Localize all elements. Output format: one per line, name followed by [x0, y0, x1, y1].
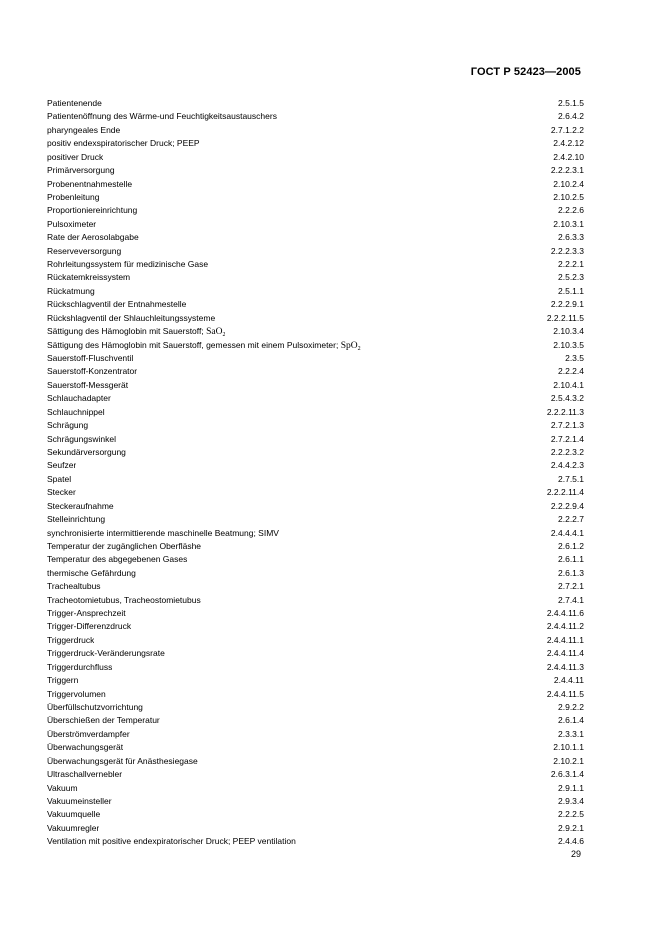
index-entry: [47, 285, 584, 298]
index-term-text: Sauerstoff-Fluschventil: [47, 353, 134, 364]
index-reference: 2.2.2.1: [558, 259, 584, 270]
index-entry: [47, 782, 584, 795]
index-entry: [47, 419, 584, 432]
index-reference: 2.7.4.1: [558, 594, 584, 605]
index-term-text: Überwachungsgerät für Anästhesiegase: [47, 755, 198, 766]
index-term-text: Probenentnahmestelle: [47, 178, 133, 189]
index-entry: [47, 728, 584, 741]
index-entry: [47, 634, 584, 647]
index-reference: 2.2.2.11.3: [546, 406, 584, 417]
index-term: [47, 755, 198, 768]
index-term-text: Überströmverdampfer: [47, 728, 130, 739]
index-term: [47, 714, 160, 727]
index-term-text: synchronisierte intermittierende maschinelle Beatmung; SIMV: [47, 527, 279, 538]
chemical-formula: [341, 341, 361, 351]
index-entry: [47, 137, 584, 150]
index-reference: 2.10.3.4: [553, 326, 584, 337]
index-term: [47, 822, 99, 835]
index-entry: [47, 124, 584, 137]
chemical-formula: [206, 327, 225, 337]
index-reference: 2.4.4.2.3: [550, 460, 584, 471]
index-term: [47, 271, 130, 284]
index-entry: [47, 151, 584, 164]
index-entry: [47, 298, 584, 311]
index-reference: 2.6.1.3: [558, 567, 584, 578]
index-term-text: Rückatemkreissystem: [47, 272, 131, 283]
index-term: [47, 607, 126, 620]
index-entry: [47, 580, 584, 593]
index-term: [47, 379, 128, 392]
index-entry: [47, 513, 584, 526]
index-entry: [47, 620, 584, 633]
index-term-text: positiver Druck: [47, 151, 104, 162]
index-term-text: Patientenöffnung des Wärme-und Feuchtigkeitsaustauschers: [47, 111, 277, 122]
index-reference: 2.2.2.3.3: [550, 245, 584, 256]
index-reference: 2.4.4.11.2: [546, 621, 584, 632]
index-entry: [47, 486, 584, 499]
index-term-text: Stecker: [47, 487, 76, 498]
index-term-text: Stelleinrichtung: [47, 514, 106, 525]
index-entry: [47, 808, 584, 821]
index-entry: [47, 822, 584, 835]
index-reference: 2.4.4.11.5: [546, 688, 584, 699]
index-term-text: Schrägung: [47, 420, 89, 431]
index-entry: [47, 164, 584, 177]
index-entry: [47, 392, 584, 405]
index-term: [47, 768, 122, 781]
index-entry: [47, 688, 584, 701]
index-reference: 2.9.3.4: [558, 795, 584, 806]
index-term: [47, 513, 105, 526]
index-term: [47, 124, 120, 137]
index-term-text: Probenleitung: [47, 191, 100, 202]
index-reference: 2.5.4.3.2: [550, 393, 584, 404]
index-term: [47, 580, 101, 593]
index-term-text: Sättigung des Hämoglobin mit Sauerstoff, gemessen mit einem Pulsoximeter;: [47, 339, 339, 350]
index-term: [47, 312, 215, 325]
index-term-text: Vakuum: [47, 782, 78, 793]
index-term-text: Sekundärversorgung: [47, 446, 126, 457]
page-number: 29: [570, 849, 581, 859]
index-reference: 2.7.5.1: [558, 473, 584, 484]
index-reference: 2.4.4.11.1: [546, 634, 584, 645]
index-reference: 2.4.2.10: [553, 151, 584, 162]
index-term-text: Schlauchadapter: [47, 393, 111, 404]
index-term-text: Überwachungsgerät: [47, 742, 124, 753]
index-term-text: Schrägungswinkel: [47, 433, 116, 444]
index-reference: 2.10.3.5: [553, 339, 584, 350]
index-term-text: Ultraschallvernebler: [47, 769, 123, 780]
index-term: [47, 137, 200, 150]
index-reference: 2.4.2.12: [553, 138, 584, 149]
index-term-text: Tracheotomietubus, Tracheostomietubus: [47, 594, 201, 605]
index-reference: 2.9.1.1: [558, 782, 584, 793]
index-reference: 2.2.2.6: [558, 205, 584, 216]
index-entry: [47, 258, 584, 271]
index-entry: [47, 271, 584, 284]
index-term: [47, 164, 115, 177]
index-term-text: Temperatur des abgegebenen Gases: [47, 554, 188, 565]
index-term: [47, 634, 94, 647]
index-reference: 2.6.3.3: [558, 232, 584, 243]
index-reference: 2.2.2.9.4: [550, 500, 584, 511]
index-term-text: Spatel: [47, 473, 72, 484]
index-reference: 2.4.4.6: [558, 836, 584, 847]
index-term-text: Rückshlagventil der Shlauchleitungssysteme: [47, 312, 216, 323]
index-term: [47, 795, 112, 808]
term-index-list: [47, 97, 584, 849]
index-entry: [47, 500, 584, 513]
index-reference: 2.10.3.1: [553, 218, 584, 229]
index-reference: 2.4.4.11.6: [546, 608, 584, 619]
index-reference: 2.2.2.5: [558, 809, 584, 820]
index-entry: [47, 110, 584, 123]
index-entry: [47, 231, 584, 244]
index-term-text: Vakuumregler: [47, 822, 100, 833]
index-term-text: Pulsoximeter: [47, 218, 97, 229]
formula-subscript: 2: [222, 332, 226, 339]
index-reference: 2.10.2.4: [553, 178, 584, 189]
index-term-text: Schlauchnippel: [47, 406, 105, 417]
index-entry: [47, 325, 584, 338]
index-term-text: Überschießen der Temperatur: [47, 715, 160, 726]
index-term-text: Triggerdruck: [47, 634, 95, 645]
index-entry: [47, 540, 584, 553]
index-entry: [47, 245, 584, 258]
index-term-text: Vakuumeinsteller: [47, 795, 112, 806]
index-term: [47, 500, 114, 513]
index-entry: [47, 567, 584, 580]
index-reference: 2.10.2.5: [553, 191, 584, 202]
index-term: [47, 459, 76, 472]
index-reference: 2.9.2.2: [558, 701, 584, 712]
index-term: [47, 191, 99, 204]
index-term: [47, 782, 78, 795]
index-entry: [47, 741, 584, 754]
index-term: [47, 285, 95, 298]
index-term: [47, 178, 132, 191]
index-reference: 2.10.2.1: [553, 755, 584, 766]
index-term-text: Triggerdurchfluss: [47, 661, 113, 672]
index-entry: [47, 339, 584, 352]
index-term-text: Temperatur der zugänglichen Oberfläshe: [47, 540, 202, 551]
index-term: [47, 231, 139, 244]
formula-base: SaO: [206, 327, 223, 338]
index-term: [47, 661, 112, 674]
index-term: [47, 433, 116, 446]
index-reference: 2.7.2.1.4: [550, 433, 584, 444]
index-term-text: Triggerdruck-Veränderungsrate: [47, 648, 165, 659]
index-entry: [47, 473, 584, 486]
index-term-text: Seufzer: [47, 460, 77, 471]
index-term: [47, 110, 277, 123]
index-entry: [47, 312, 584, 325]
index-term: [47, 486, 76, 499]
index-term: [47, 728, 130, 741]
index-term: [47, 527, 279, 540]
index-reference: 2.6.4.2: [558, 111, 584, 122]
index-entry: [47, 661, 584, 674]
index-term-text: Triggern: [47, 675, 79, 686]
formula-subscript: 2: [357, 345, 361, 352]
index-entry: [47, 647, 584, 660]
index-term-text: Rate der Aerosolabgabe: [47, 232, 139, 243]
index-term: [47, 365, 137, 378]
index-term-text: thermische Gefährdung: [47, 567, 136, 578]
index-reference: 2.6.1.4: [558, 715, 584, 726]
index-term-text: Trachealtubus: [47, 581, 101, 592]
index-term-text: Vakuumquelle: [47, 809, 101, 820]
index-term: [47, 701, 143, 714]
index-entry: [47, 607, 584, 620]
index-entry: [47, 446, 584, 459]
index-reference: 2.4.4.11.4: [546, 648, 584, 659]
index-term: [47, 741, 123, 754]
index-reference: 2.7.1.2.2: [550, 124, 584, 135]
index-term: [47, 808, 100, 821]
index-entry: [47, 433, 584, 446]
index-term: [47, 473, 71, 486]
index-term-text: Triggervolumen: [47, 688, 106, 699]
index-term: [47, 647, 165, 660]
formula-base: SpO: [340, 340, 358, 351]
index-term-text: Steckeraufnahme: [47, 500, 114, 511]
index-term-text: Sättigung des Hämoglobin mit Sauerstoff;: [47, 326, 204, 337]
index-entry: [47, 406, 584, 419]
index-term-text: Rückschlagventil der Entnahmestelle: [47, 299, 187, 310]
index-term: [47, 540, 201, 553]
index-term: [47, 97, 102, 110]
index-term-text: Ventilation mit positive endexpiratorischer Druck; PEEP ventilation: [47, 836, 296, 847]
index-entry: [47, 701, 584, 714]
index-term: [47, 204, 137, 217]
index-reference: 2.5.1.1: [558, 285, 584, 296]
index-term-text: Proportioniereinrichtung: [47, 205, 138, 216]
index-entry: [47, 178, 584, 191]
index-term-text: Sauerstoff-Konzentrator: [47, 366, 138, 377]
index-reference: 2.7.2.1: [558, 581, 584, 592]
index-term-text: Trigger-Ansprechzeit: [47, 608, 126, 619]
index-reference: 2.3.5: [565, 353, 584, 364]
index-term-text: Trigger-Differenzdruck: [47, 621, 132, 632]
index-entry: [47, 835, 584, 848]
index-term-text: pharyngeales Ende: [47, 124, 121, 135]
index-entry: [47, 768, 584, 781]
index-entry: [47, 379, 584, 392]
index-reference: 2.5.1.5: [558, 98, 584, 108]
document-header: ГОСТ Р 52423—2005: [470, 66, 581, 78]
index-term: [47, 620, 131, 633]
index-term: [47, 325, 225, 339]
index-reference: 2.2.2.4: [558, 366, 584, 377]
index-term: [47, 446, 126, 459]
index-entry: [47, 527, 584, 540]
index-reference: 2.6.1.1: [558, 554, 584, 565]
index-term-text: Überfüllschutzvorrichtung: [47, 701, 143, 712]
index-entry: [47, 97, 584, 110]
index-reference: 2.9.2.1: [558, 822, 584, 833]
index-reference: 2.4.4.11.3: [546, 661, 584, 672]
index-term-text: Primärversorgung: [47, 165, 115, 176]
index-reference: 2.7.2.1.3: [550, 420, 584, 431]
index-term: [47, 258, 208, 271]
index-term: [47, 406, 105, 419]
index-term: [47, 674, 78, 687]
index-entry: [47, 795, 584, 808]
index-term-text: positiv endexspiratorischer Druck; PEEP: [47, 138, 200, 149]
index-term: [47, 594, 201, 607]
index-reference: 2.6.1.2: [558, 540, 584, 551]
index-term-text: Reserveversorgung: [47, 245, 122, 256]
index-term: [47, 419, 88, 432]
index-entry: [47, 352, 584, 365]
index-reference: 2.10.4.1: [553, 379, 584, 390]
index-term: [47, 567, 136, 580]
index-reference: 2.2.2.11.4: [546, 487, 584, 498]
index-reference: 2.2.2.9.1: [550, 299, 584, 310]
index-entry: [47, 594, 584, 607]
index-term: [47, 352, 133, 365]
index-term: [47, 151, 103, 164]
index-reference: 2.3.3.1: [558, 728, 584, 739]
index-reference: 2.2.2.7: [558, 514, 584, 525]
index-entry: [47, 459, 584, 472]
index-term-text: Patientenende: [47, 98, 102, 108]
index-term: [47, 218, 96, 231]
index-entry: [47, 191, 584, 204]
index-term: [47, 245, 121, 258]
index-reference: 2.6.3.1.4: [550, 769, 584, 780]
index-entry: [47, 365, 584, 378]
index-entry: [47, 204, 584, 217]
index-reference: 2.5.2.3: [558, 272, 584, 283]
index-entry: [47, 714, 584, 727]
index-reference: 2.4.4.11: [553, 675, 584, 686]
index-entry: [47, 553, 584, 566]
index-entry: [47, 755, 584, 768]
index-term: [47, 553, 187, 566]
index-term: [47, 392, 111, 405]
index-reference: 2.2.2.3.1: [550, 165, 584, 176]
index-term: [47, 835, 296, 848]
index-term-text: Sauerstoff-Messgerät: [47, 379, 129, 390]
index-term: [47, 298, 186, 311]
index-reference: 2.10.1.1: [553, 742, 584, 753]
index-term: [47, 339, 361, 353]
index-reference: 2.2.2.11.5: [546, 312, 584, 323]
index-entry: [47, 218, 584, 231]
index-term-text: Rohrleitungssystem für medizinische Gase: [47, 259, 209, 270]
index-term: [47, 688, 106, 701]
index-reference: 2.4.4.4.1: [550, 527, 584, 538]
index-reference: 2.2.2.3.2: [550, 446, 584, 457]
index-entry: [47, 674, 584, 687]
index-term-text: Rückatmung: [47, 285, 95, 296]
